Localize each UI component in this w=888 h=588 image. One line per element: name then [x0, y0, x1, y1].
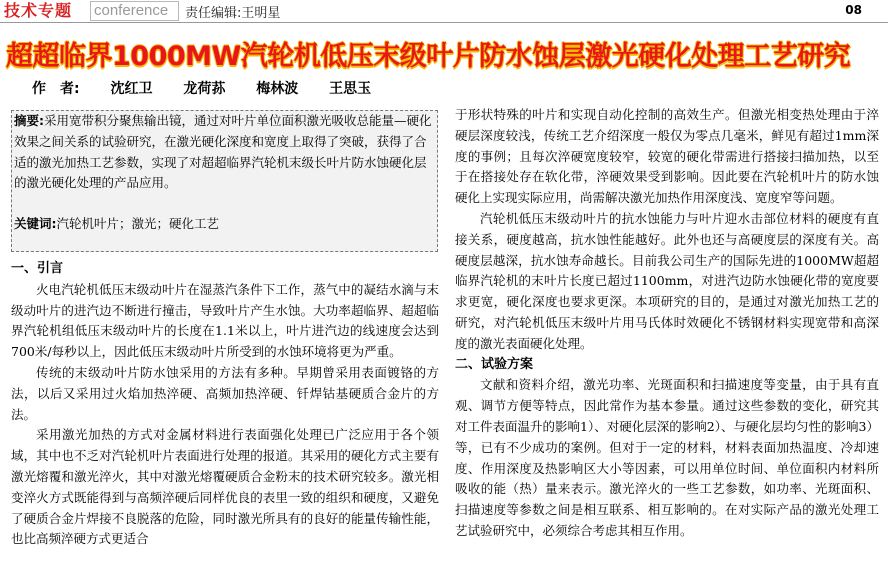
abstract-box	[11, 110, 438, 252]
left-column	[11, 259, 439, 550]
paragraph: 火电汽轮机低压末级动叶片在湿蒸汽条件下工作，蒸气中的凝结水滴与末级动叶片的进汽边不断进行撞击，导致叶片产生水蚀。大功率超临界、超超临界汽轮机组低压末级动叶片的长度在1.1米以上，叶片进汽边的线速度会达到700米/每秒以上，因此低压末级动叶片所受到的水蚀环境将更为严重。	[11, 281, 439, 360]
header-divider	[0, 22, 888, 23]
keywords	[14, 214, 435, 235]
section-heading-test-plan: 二、试验方案	[455, 356, 534, 372]
conference-label: conference	[90, 1, 179, 21]
author-line	[32, 78, 391, 98]
page-number: 08	[845, 3, 862, 17]
keywords-text: 汽轮机叶片；激光；硬化工艺	[56, 216, 220, 232]
paragraph: 文献和资料介绍，激光功率、光斑面积和扫描速度等变量，由于具有直观、调节方便等特点，因此常作为基本参量。通过这些参数的变化，研究其对工件表面温升的影响1）、对硬化层深的影响2）、与硬化层均匀性的影响3）等，已有不少成功的案例。但对于一定的材料，材料表面加热温度、冷却速度、作用深度及热影响区大小等因素，可以用单位时间、单位面积内材料所吸收的能（热）量来表示。激光淬火的一些工艺参数，如功率、光斑面积、扫描速度等参数之间是相互联系、相互影响的。在对实际产品的激光处理工艺试验研究中，必须综合考虑其相互作用。	[455, 377, 879, 538]
abstract	[14, 111, 435, 194]
section-tag: 技术专题	[4, 1, 73, 20]
paragraph: 采用激光加热的方式对金属材料进行表面强化处理已广泛应用于各个领域，其中也不乏对汽轮机叶片表面进行处理的报道。其采用的硬化方式主要有激光熔覆和激光淬火，其中对激光熔覆硬质合金粉末的技术研究较多。激光相变淬火方式既能得到与高频淬硬后同样优良的表里一致的组织和硬度，又避免了硬质合金片焊接不良脱落的危险，同时激光所具有的良好的能量传输性能，也比高频淬硬方式更适合	[11, 427, 439, 547]
page-header	[0, 0, 888, 22]
article-title: 超超临界1000MW汽轮机低压末级叶片防水蚀层激光硬化处理工艺研究	[6, 41, 851, 72]
paragraph: 传统的末级动叶片防水蚀采用的方法有多种。早期曾采用表面镀铬的方法，以后又采用过火焰加热淬硬、高频加热淬硬、钎焊钴基硬质合金片的方法。	[11, 364, 439, 422]
right-column	[455, 105, 879, 542]
section-heading-intro: 一、引言	[11, 261, 64, 276]
author-name: 沈红卫	[110, 81, 153, 97]
editor-credit: 责任编辑:王明星	[185, 6, 281, 21]
keywords-label: 关键词:	[14, 216, 57, 232]
authors-label: 作 者:	[32, 81, 80, 97]
abstract-text: 采用宽带积分聚焦输出镜，通过对叶片单位面积激光吸收总能量—硬化效果之间关系的试验研究，在激光硬化深度和宽度上取得了突破，获得了合适的激光加热工艺参数，实现了对超超临界汽轮机末级长叶片防水蚀硬化层的激光硬化处理的产品应用。	[14, 113, 432, 191]
paragraph: 于形状特殊的叶片和实现自动化控制的高效生产。但激光相变热处理由于淬硬层深度较浅，传统工艺介绍深度一般仅为零点几毫米，鲜见有超过1mm深度的事例；且每次淬硬宽度较窄，较宽的硬化带需进行搭接扫描加热，以至于在搭接处存在软化带，淬硬效果受到影响。因此要在汽轮机叶片的防水蚀硬化上实现实际应用，尚需解决激光加热作用深度浅、宽度窄等问题。	[455, 107, 879, 206]
paragraph: 汽轮机低压末级动叶片的抗水蚀能力与叶片迎水击部位材料的硬度有直接关系，硬度越高，抗水蚀性能越好。此外也还与高硬度层的深度有关。高硬度层越深，抗水蚀寿命越长。目前我公司生产的国际先进的1000MW超超临界汽轮机的末叶片长度已超过1100mm，对进汽边防水蚀硬化带的宽度要求更宽，硬化深度也要求更深。本项研究的目的，是通过对激光加热工艺的研究，对汽轮机低压末级叶片用马氏体时效硬化不锈钢材料实现宽带和高深度的激光表面硬化处理。	[455, 210, 879, 351]
author-name: 王思玉	[329, 81, 372, 97]
abstract-label: 摘要:	[14, 113, 44, 128]
author-name: 龙荷荪	[183, 81, 226, 97]
author-name: 梅林波	[256, 81, 299, 97]
